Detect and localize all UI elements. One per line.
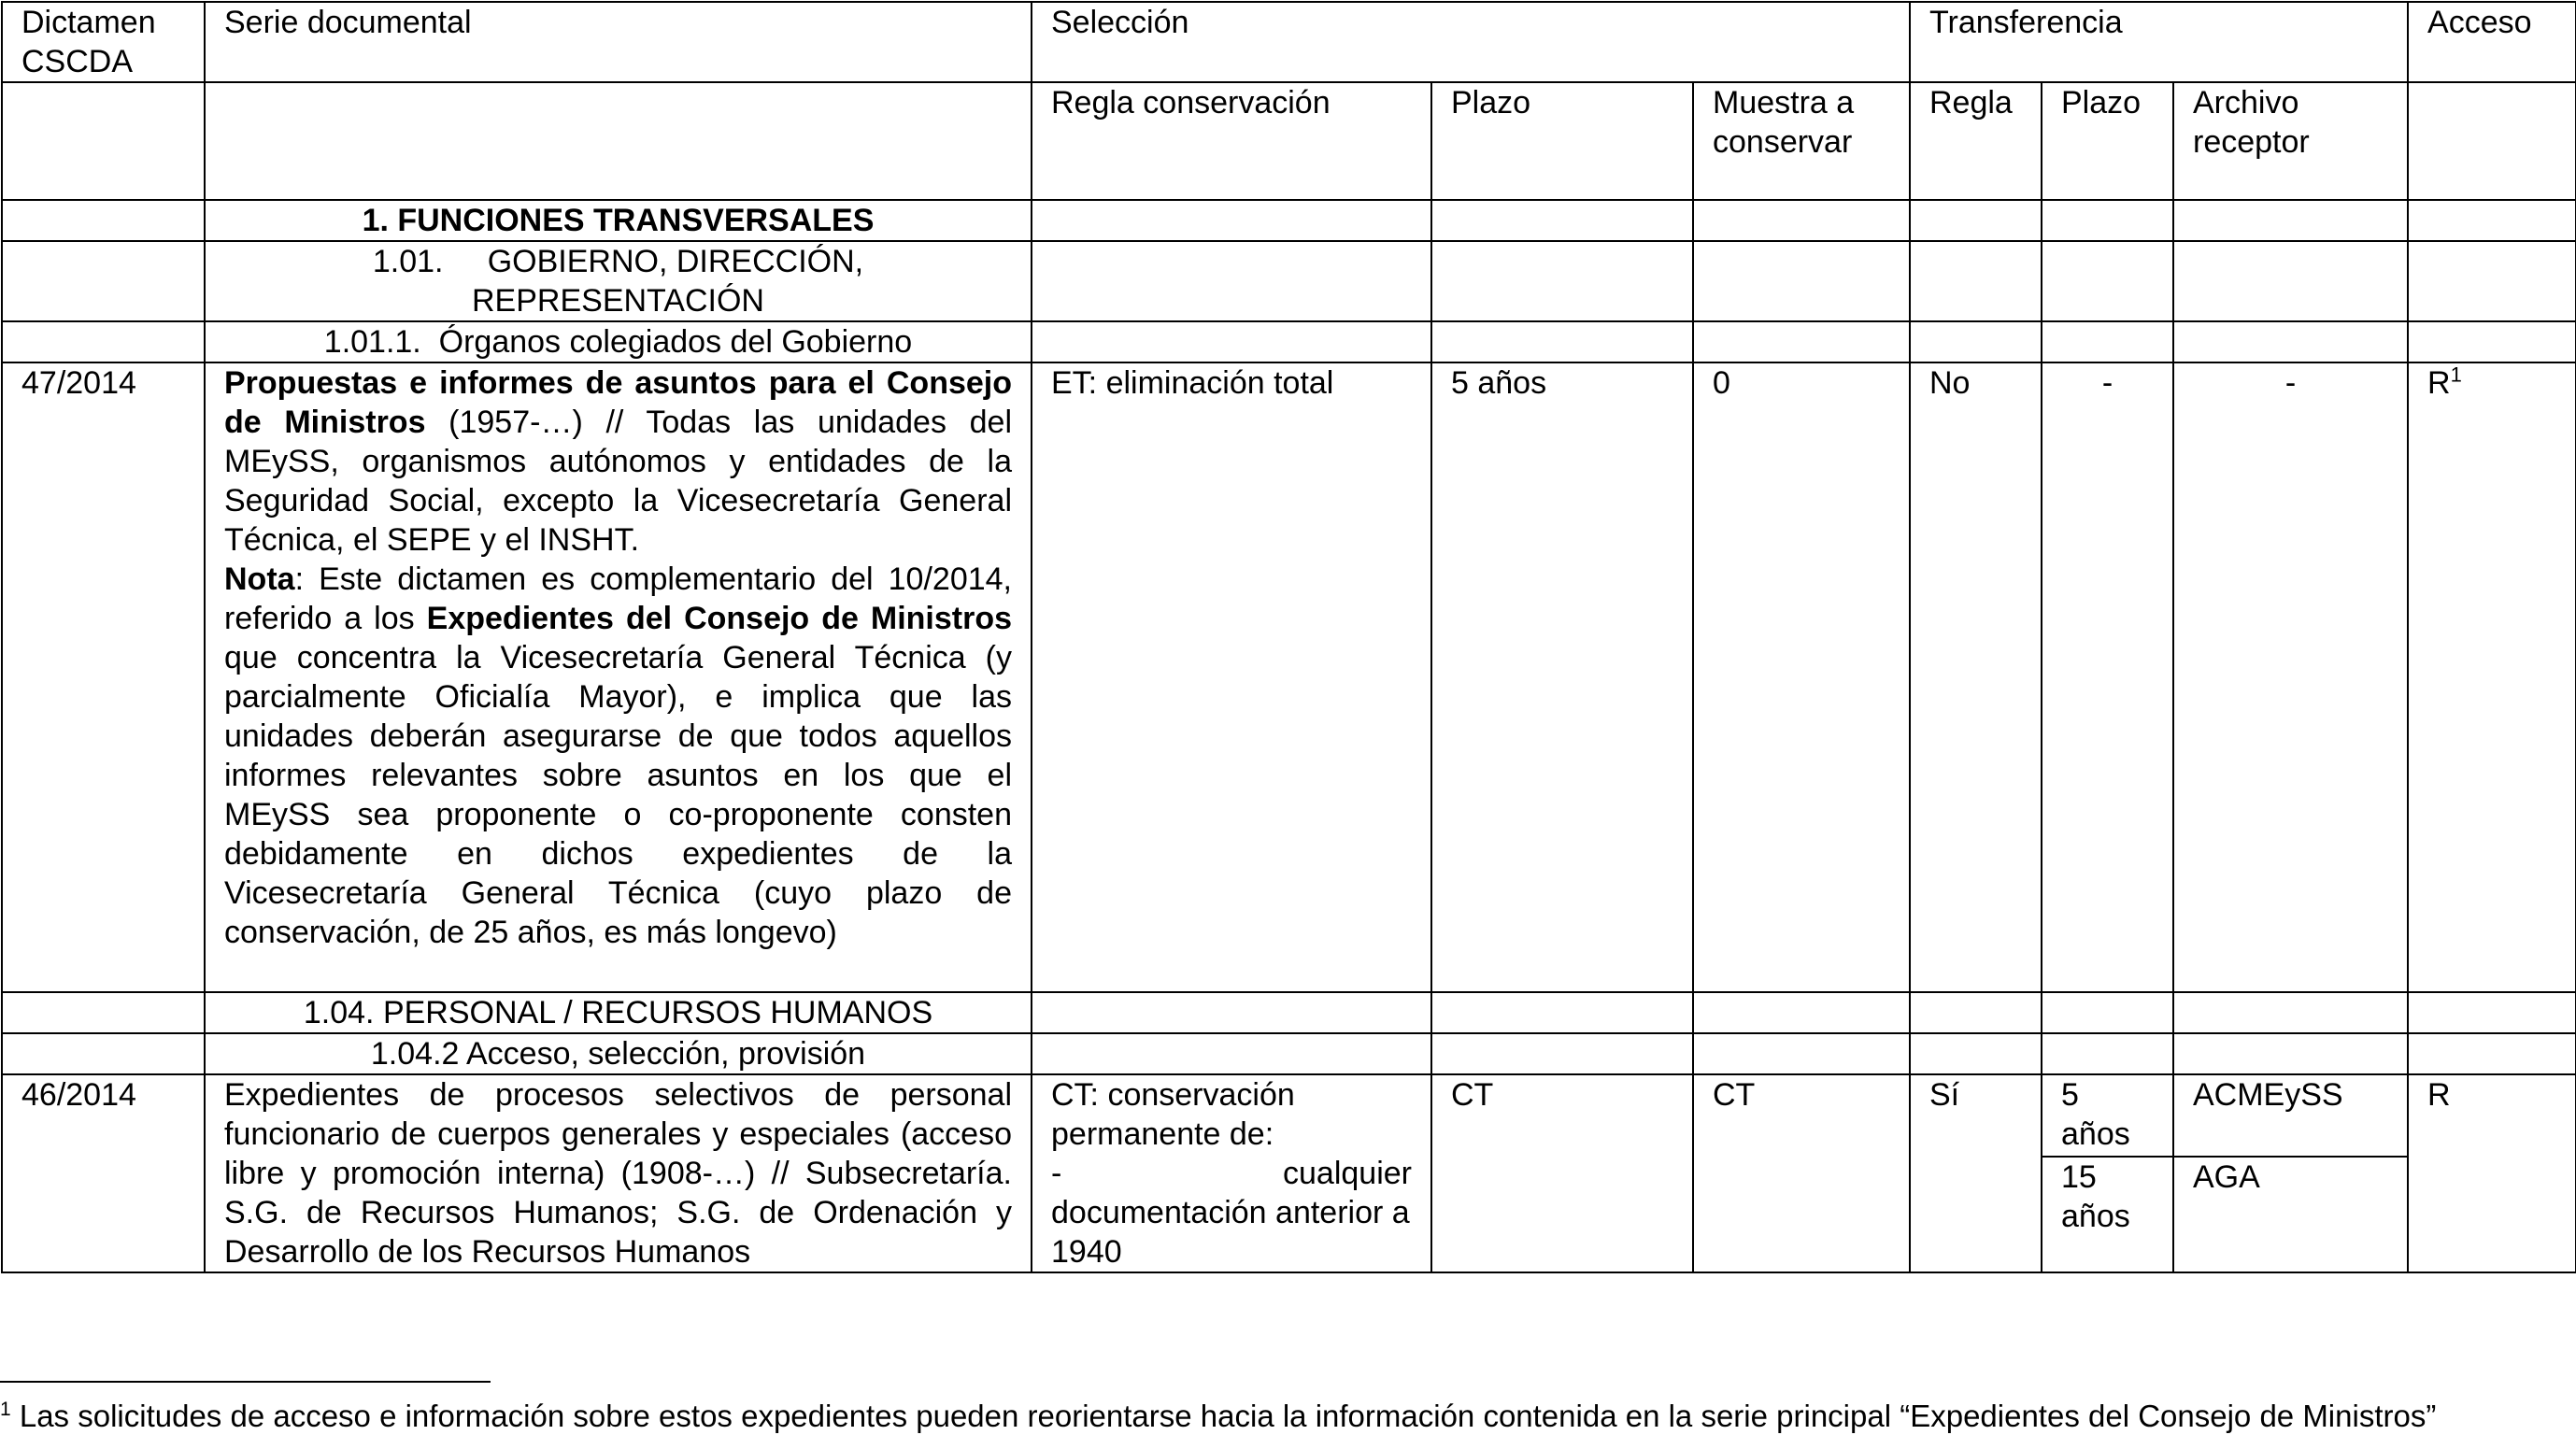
footnote-text: Las solicitudes de acceso e información sobre estos expedientes pueden reorientarse hacia la información contenida en la serie principal “Expedientes del Consejo de Ministros” <box>10 1399 2437 1433</box>
subheader-plazo-transf: Plazo <box>2042 82 2173 200</box>
regla-conservacion-cell: ET: eliminación total <box>1032 362 1431 992</box>
plazo-cell: 5 años <box>1431 362 1693 992</box>
dictamen-cell: 47/2014 <box>2 362 205 992</box>
section-heading-1-01-1: 1.01.1. Órganos colegiados del Gobierno <box>205 321 1032 362</box>
section-heading-1-04-2: 1.04.2 Acceso, selección, provisión <box>205 1033 1032 1074</box>
subheader-empty-2 <box>205 82 1032 200</box>
note-text: : Este dictamen es complementario del 10/2014, referido a los <box>224 561 1012 636</box>
regla-conservacion-cell <box>1032 1074 1431 1272</box>
muestra-cell: CT <box>1693 1074 1910 1272</box>
subheader-regla: Regla <box>1910 82 2042 200</box>
archivo-receptor-cell: ACMEySS <box>2173 1074 2408 1157</box>
rule-line: documentación anterior a 1940 <box>1051 1195 1410 1270</box>
section-heading-1-01: 1.01. GOBIERNO, DIRECCIÓN, REPRESENTACIÓN <box>205 241 1032 321</box>
plazo-transf-cell: 15 años <box>2042 1157 2173 1272</box>
header-serie: Serie documental <box>205 2 1032 82</box>
regla-cell: Sí <box>1910 1074 2042 1272</box>
subheader-row <box>2 82 2576 200</box>
subheader-regla-conservacion: Regla conservación <box>1032 82 1431 200</box>
header-dictamen: Dictamen CSCDA <box>2 2 205 82</box>
section-row <box>2 200 2576 241</box>
archivo-receptor-cell: - <box>2173 362 2408 992</box>
footnote-mark: 1 <box>0 1399 11 1420</box>
rule-line: CT: conservación permanente de: <box>1051 1077 1295 1152</box>
table-row <box>2 362 2576 992</box>
acceso-cell <box>2408 362 2576 992</box>
subheader-muestra: Muestra a conservar <box>1693 82 1910 200</box>
note-text-continued: que concentra la Vicesecretaría General Técnica (y parcialmente Oficialía Mayor), e implica que las unidades deberán asegurarse de que todos aquellos informes relevantes sobre asuntos en los que el MEySS sea proponente o co-proponente consten debidamente en dichos expedientes de la Vicesecretaría General Técnica (cuyo plazo de conservación, de 25 años, es más longevo) <box>224 640 1012 950</box>
table-row <box>2 1074 2576 1157</box>
footnote-reference: 1 <box>2450 362 2462 387</box>
serie-cell <box>205 362 1032 992</box>
serie-cell: Expedientes de procesos selectivos de personal funcionario de cuerpos generales y especiales (acceso libre y promoción interna) (1908-…) // Subsecretaría. S.G. de Recursos Humanos; S.G. de Ordenación y Desarrollo de los Recursos Humanos <box>205 1074 1032 1272</box>
rule-dash-line <box>1051 1154 1412 1193</box>
section-row <box>2 992 2576 1033</box>
footnote-separator <box>0 1381 491 1383</box>
subheader-plazo: Plazo <box>1431 82 1693 200</box>
acceso-value: R <box>2427 365 2451 401</box>
serie-description: (1957-…) // Todas las unidades del MEySS, organismos autónomos y entidades de la Seguridad Social, excepto la Vicesecretaría General Técnica, el SEPE y el INSHT. <box>224 405 1012 558</box>
section-heading-1-04: 1.04. PERSONAL / RECURSOS HUMANOS <box>205 992 1032 1033</box>
header-acceso: Acceso <box>2408 2 2576 82</box>
plazo-cell: CT <box>1431 1074 1693 1272</box>
subheader-empty-3 <box>2408 82 2576 200</box>
muestra-cell: 0 <box>1693 362 1910 992</box>
section-heading-1: 1. FUNCIONES TRANSVERSALES <box>205 200 1032 241</box>
rule-word: cualquier <box>1283 1156 1412 1191</box>
section-row <box>2 1033 2576 1074</box>
serie-title: Propuestas e informes de asuntos para el Consejo de Ministros <box>224 365 1012 440</box>
subheader-empty-1 <box>2 82 205 200</box>
note-bold-text: Expedientes del Consejo de Ministros <box>426 601 1012 636</box>
header-transferencia: Transferencia <box>1910 2 2408 82</box>
regla-cell: No <box>1910 362 2042 992</box>
dictamen-cell: 46/2014 <box>2 1074 205 1272</box>
subheader-archivo-receptor: Archivo receptor <box>2173 82 2408 200</box>
footnote <box>0 1398 2436 1435</box>
section-row <box>2 321 2576 362</box>
plazo-transf-cell: - <box>2042 362 2173 992</box>
header-seleccion: Selección <box>1032 2 1910 82</box>
plazo-transf-cell: 5 años <box>2042 1074 2173 1157</box>
acceso-cell: R <box>2408 1074 2576 1272</box>
section-row <box>2 241 2576 321</box>
note-label: Nota <box>224 561 295 597</box>
rule-dash: - <box>1051 1156 1062 1191</box>
archivo-receptor-cell: AGA <box>2173 1157 2408 1272</box>
documentary-series-table <box>1 1 2576 1273</box>
header-row <box>2 2 2576 82</box>
